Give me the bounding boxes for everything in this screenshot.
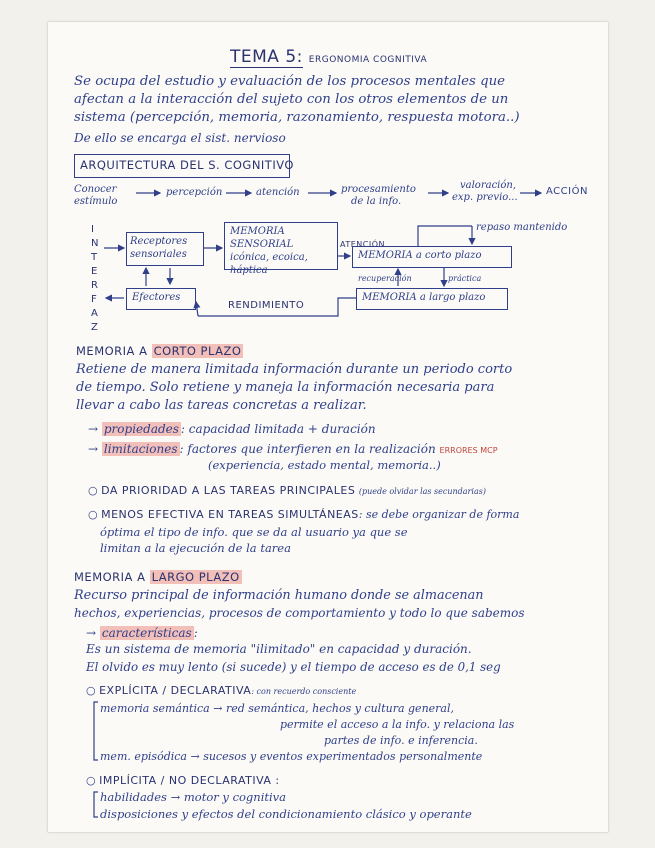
mlp-car-2: El olvido es muy lento (si sucede) y el tiempo de acceso es de 0,1 seg xyxy=(86,660,501,674)
interfaz-letter: N xyxy=(91,238,99,249)
rendimiento-label: RENDIMIENTO xyxy=(228,300,305,311)
mlp-line-1: Recurso principal de información humano donde se almacenan xyxy=(74,588,484,603)
mcp-line-2: de tiempo. Solo retiene y maneja la información necesaria para xyxy=(76,380,495,395)
flow-atencion: atención xyxy=(256,187,300,198)
intro-line-4: De ello se encarga el sist. nervioso xyxy=(74,131,286,145)
practica-label: práctica xyxy=(448,274,482,283)
mcp-bullet-2: ○ MENOS EFECTIVA EN TAREAS SIMULTÁNEAS: se debe organizar de forma xyxy=(88,508,520,521)
mcp-bullet-2-line-2: óptima el tipo de info. que se da al usuario ya que se xyxy=(100,525,408,539)
efectores-label: Efectores xyxy=(132,292,181,303)
mlp-implicita: ○ IMPLÍCITA / NO DECLARATIVA : xyxy=(86,774,280,787)
mcp-line-3: llevar a cabo las tareas concretas a realizar. xyxy=(76,398,367,413)
interfaz-letter: R xyxy=(91,280,99,291)
notebook-page xyxy=(48,22,608,832)
receptores-label: Receptores sensoriales xyxy=(130,236,188,260)
interfaz-letter: A xyxy=(91,308,99,319)
page-title: TEMA 5: ERGONOMIA COGNITIVA xyxy=(230,47,428,67)
flow-accion: ACCIÓN xyxy=(546,186,588,197)
interfaz-letter: T xyxy=(91,252,98,263)
mlp-imp-2: disposiciones y efectos del condicionamiento clásico y operante xyxy=(100,807,472,821)
mlp-heading: MEMORIA A LARGO PLAZO xyxy=(74,570,240,584)
mlp-episodica: mem. episódica → sucesos y eventos experimentados personalmente xyxy=(100,750,483,763)
flow-estimulo: estímulo xyxy=(74,196,118,207)
mcp-label: MEMORIA a corto plazo xyxy=(358,250,482,261)
intro-line-1: Se ocupa del estudio y evaluación de los procesos mentales que xyxy=(74,74,506,89)
repaso-label: repaso mantenido xyxy=(476,222,568,233)
flow-procesamiento: procesamiento xyxy=(341,184,416,195)
arch-heading: ARQUITECTURA DEL S. COGNITIVO xyxy=(80,158,294,172)
interfaz-letter: I xyxy=(91,224,95,235)
flow-percepcion: percepción xyxy=(166,187,223,198)
intro-line-2: afectan a la interacción del sujeto con los otros elementos de un xyxy=(74,92,509,107)
mlp-semantica-2: permite el acceso a la info. y relaciona las xyxy=(280,718,515,731)
flow-exp-previo: exp. previo... xyxy=(452,192,518,203)
mlp-semantica: memoria semántica → red semántica, hechos y cultura general, xyxy=(100,702,454,715)
interfaz-letter: F xyxy=(91,294,98,305)
mcp-limitaciones: → limitaciones : factores que interfieren en la realización ERRORES MCP xyxy=(88,442,498,456)
mcp-line-1: Retiene de manera limitada información durante un periodo corto xyxy=(76,362,513,377)
flow-conocer: Conocer xyxy=(74,184,117,195)
recuperacion-label: recuperación xyxy=(358,274,412,283)
mcp-propiedades: → propiedades : capacidad limitada + duración xyxy=(88,422,376,436)
mlp-semantica-3: partes de info. e inferencia. xyxy=(324,734,478,747)
intro-line-3: sistema (percepción, memoria, razonamiento, respuesta motora..) xyxy=(74,110,520,125)
mlp-brackets xyxy=(48,22,608,832)
interfaz-letter: E xyxy=(91,266,98,277)
mcp-bullet-2-line-3: limitan a la ejecución de la tarea xyxy=(100,541,291,555)
mlp-car-1: Es un sistema de memoria "ilimitado" en capacidad y duración. xyxy=(86,642,472,656)
atencion-label: ATENCIÓN xyxy=(340,240,386,249)
mlp-line-2: hechos, experiencias, procesos de comportamiento y todo lo que sabemos xyxy=(74,606,525,620)
flow-valoracion: valoración, xyxy=(460,180,517,191)
flow-de-la-info: de la info. xyxy=(351,196,402,207)
mlp-explicita: ○ EXPLÍCITA / DECLARATIVA: con recuerdo consciente xyxy=(86,684,357,697)
mlp-caracteristicas: → características : xyxy=(86,626,198,640)
mcp-bullet-1: ○ DA PRIORIDAD A LAS TAREAS PRINCIPALES (puede olvidar las secundarias) xyxy=(88,484,486,497)
mcp-heading: MEMORIA A CORTO PLAZO xyxy=(76,344,242,358)
mlp-imp-1: habilidades → motor y cognitiva xyxy=(100,790,287,804)
mlp-label: MEMORIA a largo plazo xyxy=(362,292,486,303)
mcp-limitaciones-note: (experiencia, estado mental, memoria..) xyxy=(208,458,441,472)
mem-sensorial-label: MEMORIA SENSORIAL icónica, ecoica, háptica xyxy=(230,226,308,276)
interfaz-letter: Z xyxy=(91,322,99,333)
